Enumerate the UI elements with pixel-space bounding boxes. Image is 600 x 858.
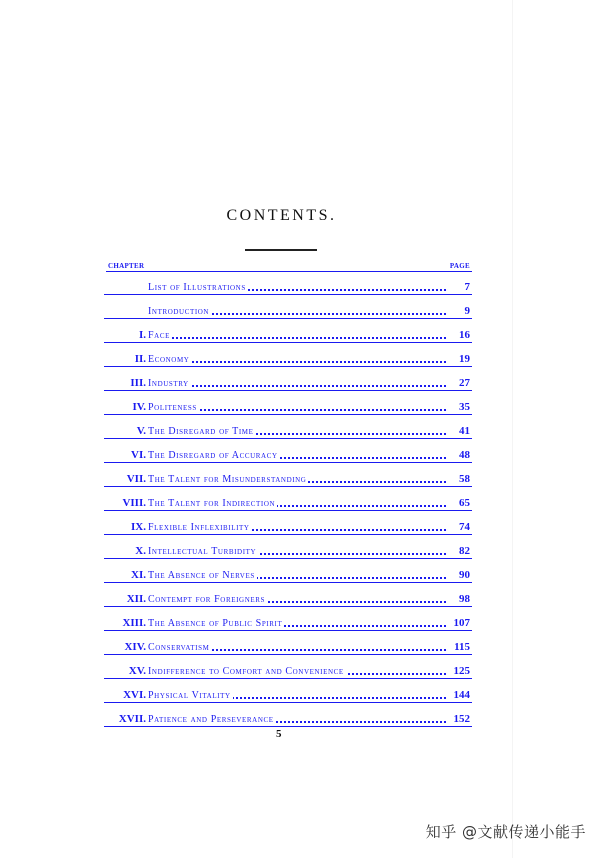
toc-entry[interactable]	[104, 297, 472, 321]
scan-edge-line	[512, 0, 513, 858]
page-ref[interactable]: 74	[456, 521, 470, 533]
page-column-label: PAGE	[449, 262, 470, 270]
chapter-number: IV.	[132, 401, 146, 413]
toc-entry[interactable]	[104, 393, 472, 417]
chapter-title[interactable]: Contempt for Foreigners	[148, 594, 265, 605]
page-ref[interactable]: 115	[451, 641, 470, 653]
chapter-title[interactable]: The Disregard of Accuracy	[148, 450, 278, 461]
chapter-number: XVI.	[123, 689, 146, 701]
leader-dots	[148, 361, 446, 363]
chapter-title[interactable]: Face	[148, 330, 170, 341]
link-underline	[104, 654, 472, 655]
chapter-number: X.	[135, 545, 146, 557]
table-of-contents	[104, 259, 472, 729]
page-ref[interactable]: 82	[456, 545, 470, 557]
page-ref[interactable]: 98	[456, 593, 470, 605]
page-ref[interactable]: 35	[456, 401, 470, 413]
toc-entry[interactable]	[104, 513, 472, 537]
chapter-number: XIV.	[124, 641, 146, 653]
leader-dots	[148, 385, 446, 387]
chapter-number: XV.	[128, 665, 146, 677]
chapter-title[interactable]: List of Illustrations	[148, 282, 246, 293]
page-ref[interactable]: 90	[456, 569, 470, 581]
link-underline	[104, 702, 472, 703]
toc-entry[interactable]	[104, 369, 472, 393]
link-underline	[104, 318, 472, 319]
page-ref[interactable]: 58	[456, 473, 470, 485]
link-underline	[104, 534, 472, 535]
watermark: 知乎 @文献传递小能手	[425, 823, 586, 841]
page-ref[interactable]: 152	[451, 713, 471, 725]
toc-entry[interactable]	[104, 657, 472, 681]
page-ref[interactable]: 27	[456, 377, 470, 389]
page-ref[interactable]: 144	[451, 689, 471, 701]
chapter-number: V.	[136, 425, 146, 437]
chapter-title[interactable]: The Absence of Nerves	[148, 570, 255, 581]
leader-dots	[148, 337, 446, 339]
toc-entry[interactable]	[104, 705, 472, 729]
toc-entry[interactable]	[104, 417, 472, 441]
link-underline	[104, 606, 472, 607]
chapter-number: XIII.	[122, 617, 146, 629]
chapter-title[interactable]: Patience and Perseverance	[148, 714, 274, 725]
page-number: 5	[276, 728, 282, 740]
link-underline	[104, 414, 472, 415]
toc-entry[interactable]	[104, 609, 472, 633]
chapter-title[interactable]: The Disregard of Time	[148, 426, 254, 437]
page-ref[interactable]: 7	[462, 281, 471, 293]
link-underline	[104, 342, 472, 343]
toc-entry[interactable]	[104, 441, 472, 465]
page-ref[interactable]: 65	[456, 497, 470, 509]
link-underline	[104, 678, 472, 679]
chapter-number: XVII.	[118, 713, 146, 725]
page-ref[interactable]: 41	[456, 425, 470, 437]
chapter-number: III.	[130, 377, 146, 389]
toc-entry[interactable]	[104, 321, 472, 345]
link-underline	[104, 630, 472, 631]
chapter-title[interactable]: Physical Vitality	[148, 690, 231, 701]
link-underline	[104, 390, 472, 391]
toc-entry[interactable]	[104, 273, 472, 297]
page-ref[interactable]: 48	[456, 449, 470, 461]
page-ref[interactable]: 107	[451, 617, 471, 629]
toc-entry[interactable]	[104, 537, 472, 561]
link-underline	[104, 486, 472, 487]
chapter-number: VIII.	[122, 497, 146, 509]
link-underline	[104, 510, 472, 511]
link-underline	[104, 726, 472, 727]
page-ref[interactable]: 125	[451, 665, 471, 677]
title-rule	[245, 249, 317, 251]
link-underline	[104, 462, 472, 463]
toc-entry[interactable]	[104, 585, 472, 609]
toc-entry[interactable]	[104, 633, 472, 657]
chapter-column-label: CHAPTER	[108, 262, 145, 270]
chapter-number: VI.	[131, 449, 146, 461]
chapter-number: XI.	[131, 569, 146, 581]
link-underline	[104, 582, 472, 583]
toc-entry[interactable]	[104, 489, 472, 513]
chapter-title[interactable]: Conservatism	[148, 642, 210, 653]
page-ref[interactable]: 19	[456, 353, 470, 365]
page-ref[interactable]: 9	[462, 305, 471, 317]
chapter-title[interactable]: Intellectual Turbidity	[148, 546, 257, 557]
chapter-title[interactable]: The Talent for Indirection	[148, 498, 276, 509]
page-title: CONTENTS.	[226, 207, 337, 224]
chapter-number: II.	[134, 353, 146, 365]
toc-entry[interactable]	[104, 465, 472, 489]
chapter-title[interactable]: The Talent for Misunderstanding	[148, 474, 307, 485]
chapter-title[interactable]: Introduction	[148, 306, 210, 317]
toc-entry[interactable]	[104, 561, 472, 585]
chapter-title[interactable]: Economy	[148, 354, 190, 365]
link-underline	[104, 366, 472, 367]
page-ref[interactable]: 16	[456, 329, 470, 341]
toc-entry[interactable]	[104, 345, 472, 369]
chapter-number: I.	[138, 329, 146, 341]
toc-header	[104, 259, 472, 273]
toc-entry[interactable]	[104, 681, 472, 705]
chapter-number: IX.	[131, 521, 146, 533]
link-underline	[104, 558, 472, 559]
chapter-title[interactable]: The Absence of Public Spirit	[148, 618, 283, 629]
chapter-title[interactable]: Industry	[148, 378, 189, 389]
link-underline	[104, 294, 472, 295]
link-underline	[104, 438, 472, 439]
chapter-title[interactable]: Politeness	[148, 402, 197, 413]
chapter-number: VII.	[126, 473, 146, 485]
chapter-title[interactable]: Indifference to Comfort and Convenience	[148, 666, 344, 677]
chapter-number: XII.	[126, 593, 146, 605]
chapter-title[interactable]: Flexible Inflexibility	[148, 522, 250, 533]
